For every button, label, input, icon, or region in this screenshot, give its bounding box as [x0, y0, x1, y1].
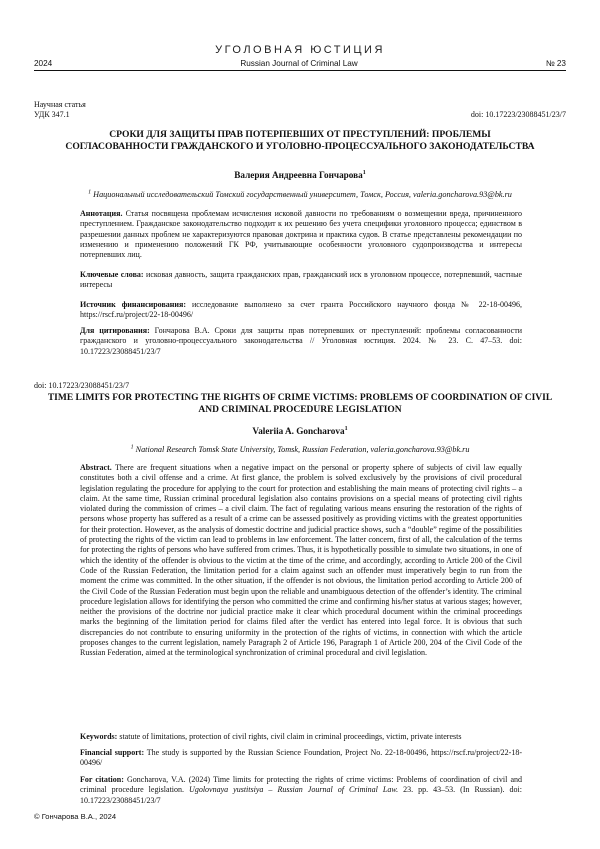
ru-citation-label: Для цитирования:: [80, 326, 150, 335]
en-article-title: TIME LIMITS FOR PROTECTING THE RIGHTS OF CRIME VICTIMS: PROBLEMS OF COORDINATION OF CIVIL AND CRIMINAL PROCEDURE LEGISLATION: [40, 393, 560, 416]
en-keywords-text: statute of limitations, protection of civil rights, civil claim in criminal proceedings, victim, private interests: [119, 732, 461, 741]
ru-affil-sup: 1: [88, 189, 91, 195]
ru-author: [0, 170, 600, 180]
udk-code: УДК 347.1: [34, 110, 86, 120]
en-citation-journal: Ugolovnaya yustitsiya – Russian Journal of Criminal Law.: [189, 785, 398, 794]
article-meta: [34, 100, 86, 120]
en-author-sup: 1: [345, 426, 348, 432]
en-funding-text: The study is supported by the Russian Science Foundation, Project No. 22-18-00496, https://rscf.ru/project/22-18-00496/: [80, 748, 522, 767]
en-affil-sup: 1: [131, 444, 134, 450]
ru-article-title: СРОКИ ДЛЯ ЗАЩИТЫ ПРАВ ПОТЕРПЕВШИХ ОТ ПРЕСТУПЛЕНИЙ: ПРОБЛЕМЫ СОГЛАСОВАННОСТИ ГРАЖДАНСКОГО И УГОЛОВНО-ПРОЦЕССУАЛЬНОГО ЗАКОНОДАТЕЛЬСТВА: [60, 129, 540, 153]
en-doi: doi: 10.17223/23088451/23/7: [34, 381, 129, 390]
ru-keywords-label: Ключевые слова:: [80, 270, 144, 279]
article-type: Научная статья: [34, 100, 86, 110]
ru-affiliation-text: Национальный исследовательский Томский государственный университет, Томск, Россия, valeria.goncharova.93@bk.ru: [93, 190, 512, 199]
en-author-name: Valeriia A. Goncharova: [252, 426, 344, 436]
ru-funding-text: исследование выполнено за счет гранта Российского научного фонда № 22-18-00496, https://rscf.ru/project/22-18-00496/: [80, 300, 522, 319]
en-abstract-text: There are frequent situations when a negative impact on the personal or property sphere of subjects of civil law equally constitutes both a civil offense and a crime. At first glance, the problem is solved exclusively by the provisions of civil procedural legislation regulating the procedure for applying to the court for protection and establishing the main means of protecting civil rights – a claim. At the same time, Russian criminal procedural legislation also contains provisions on a special means of protecting civil rights violated during the commission of crimes – a civil claim. The fact of regulating various means ensuring the restoration of the rights of persons whose property has suffered as a result of a crime can be assessed positively as providing victims with the greatest opportunities for their protection. However, as the analysis of domestic doctrine and judicial practice shows, such a “double” regime of the possibilities of protecting the rights of the victim can lead to problems in law enforcement. The latter concern, first of all, the calculation of the terms for protecting the rights of persons who have suffered from crimes. Thus, it is hypothetically possible to simulate two situations, in one of which the identity of the offender is obvious to the victim at the time of the crime, and accordingly, according to Article 200 of the Civil Code of the Russian Federation, the limitation period for a claim against such an offender must imperatively begin to run from the moment the crime was committed. In the other situation, if the offender is not obvious, the limitation period according to Article 200 of the Civil Code of the Russian Federation must begin upon the reliable and unambiguous detection of the offender’s identity. The criminal procedure legislation allows for identifying the person who committed the crime and confirming his/her status at various stages; however, neither the provisions of the doctrine nor judicial practice make it clear which procedural document within the criminal proceedings marks the beginning of the limitation period for claims filed after the verdict has entered into legal force. It is obvious that such discrepancies do not contribute to ensuring uniformity in the protection of the rights of victims, in connection with which the article proposes changes to the current legislation, namely Paragraph 2 of Article 196, Paragraph 1 of Article 200, 204 of the Civil Code of the Russian Federation, aimed at the terminological synchronization of criminal procedural and civil legislation.: [80, 463, 522, 657]
en-keywords-label: Keywords:: [80, 732, 117, 741]
journal-title: УГОЛОВНАЯ ЮСТИЦИЯ: [0, 44, 600, 56]
ru-abstract-text: Статья посвящена проблемам исчисления исковой давности по требованиям о возмещении вреда, причиненного преступлением. Гражданское законодательство подходит к их решению без учета специфики уголовного процесса; единством в разрешении данных проблем не характеризуются правовая доктрина и практика судов. В статье представлены рекомендации по изменению и применению положений ГК РФ, учитывающие особенности уголовного судопроизводства и интересы потерпевших лиц.: [80, 209, 522, 259]
en-abstract: [80, 463, 522, 659]
en-funding: [80, 748, 522, 769]
ru-abstract-label: Аннотация.: [80, 209, 122, 218]
header-journal-en: Russian Journal of Criminal Law: [240, 59, 357, 68]
en-author: [0, 426, 600, 436]
en-abstract-label: Abstract.: [80, 463, 112, 472]
ru-author-sup: 1: [363, 170, 366, 176]
ru-funding-label: Источник финансирования:: [80, 300, 186, 309]
ru-citation: [80, 326, 522, 357]
copyright: © Гончарова В.А., 2024: [34, 812, 116, 821]
en-affiliation-text: National Research Tomsk State University, Tomsk, Russian Federation, valeria.goncharova.93@bk.ru: [136, 445, 470, 454]
article-page: [0, 0, 600, 849]
ru-affiliation: [0, 190, 600, 199]
header-year: 2024: [34, 59, 52, 68]
ru-funding: [80, 300, 522, 321]
header-issue: № 23: [546, 59, 566, 68]
article-doi: doi: 10.17223/23088451/23/7: [471, 110, 566, 120]
en-keywords: [80, 732, 522, 742]
running-header: [34, 59, 566, 68]
ru-abstract: [80, 209, 522, 260]
ru-author-name: Валерия Андреевна Гончарова: [234, 170, 362, 180]
en-funding-label: Financial support:: [80, 748, 144, 757]
en-citation: [80, 775, 522, 806]
ru-citation-text: Гончарова В.А. Сроки для защиты прав потерпевших от преступлений: проблемы согласованности гражданского и уголовно-процессуального законодательства // Уголовная юстиция. 2024. № 23. С. 47–53. doi: 10.17223/23088451/23/7: [80, 326, 522, 356]
ru-keywords: [80, 270, 522, 291]
en-citation-post: 23. pp. 43–53. (In Russian). doi: 10.17223/23088451/23/7: [80, 785, 522, 804]
header-divider: [34, 70, 566, 71]
ru-keywords-text: исковая давность, защита гражданских прав, гражданский иск в уголовном процессе, потерпевший, частные интересы: [80, 270, 522, 289]
en-affiliation: [0, 445, 600, 454]
en-citation-label: For citation:: [80, 775, 124, 784]
en-citation-pre: Goncharova, V.A. (2024) Time limits for protecting the rights of crime victims: Problems of coordination of civil and criminal procedure legislation.: [80, 775, 522, 794]
